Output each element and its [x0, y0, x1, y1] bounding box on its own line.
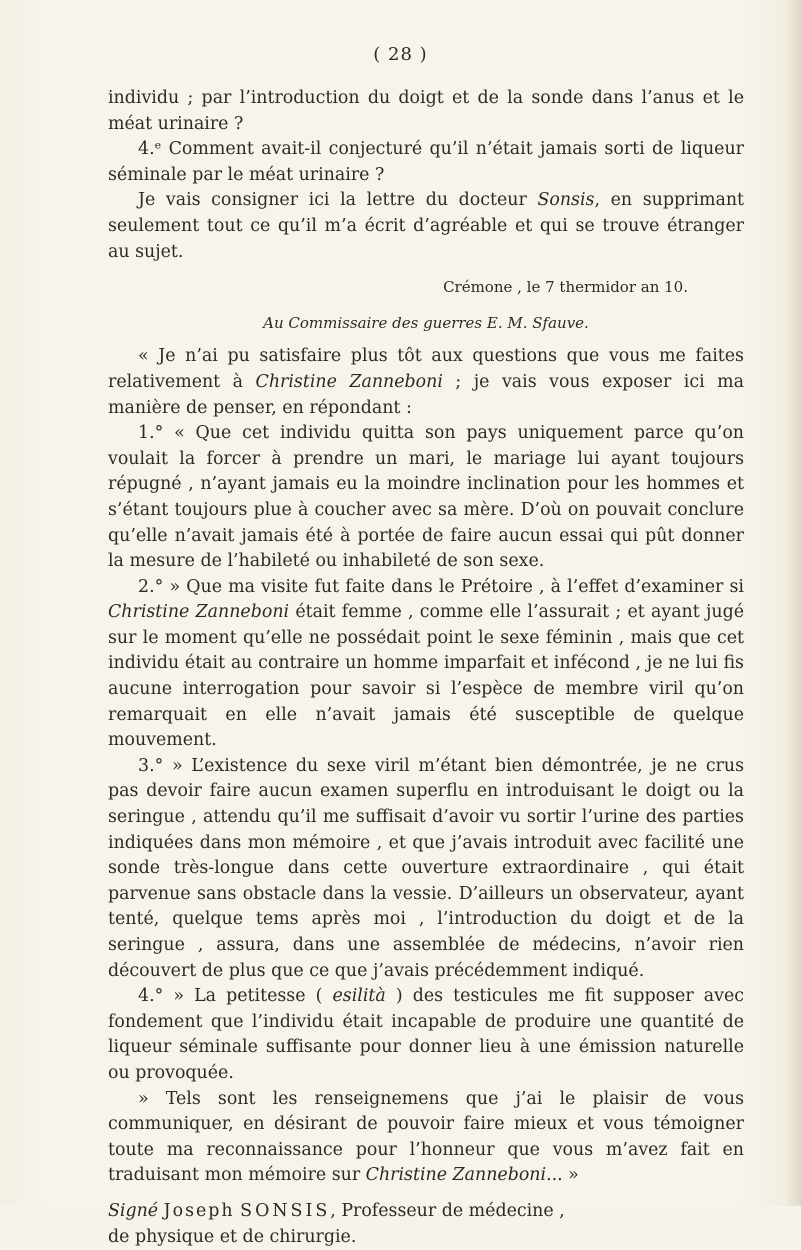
- point-2-text-end: était femme , comme elle l’assurait ; et ayant jugé sur le moment qu’elle ne possédait point le sexe féminin , mais que cet individu était au contraire un homme imparfait et infécond , je ne lui fis aucune interrogation pour savoir si l’espèce de membre viril qu’on remarquait en elle n’avait jamais été susceptible de quelque mouvement.: [108, 602, 744, 751]
- letter-closing: [108, 1087, 744, 1189]
- point-4-text-end: ) des testicules me fit supposer avec fondement que l’individu était incapable de produire une quantité de liqueur séminale suffisante pour donner lieu à une émission naturelle ou provoquée.: [108, 986, 744, 1083]
- closing-name: Christine Zanneboni: [365, 1165, 547, 1186]
- letter-place-date: Crémone , le 7 thermidor an 10.: [443, 278, 688, 297]
- letter-opening: [108, 344, 744, 421]
- letter-point-2: [108, 575, 744, 754]
- letter-point-3: 3.° » L’existence du sexe viril m’étant bien démontrée, je ne crus pas devoir faire aucun examen superflu en introduisant le doigt ou la seringue , attendu qu’il me suffisait d’avoir vu sortir l’urine des parties indiquées dans mon mémoire , et que j’avais introduit avec facilité une sonde très-longue dans cette ouverture extraordinaire , qui était parvenue sans obstacle dans la vessie. D’ailleurs un observateur, ayant tenté, quelque tems après moi , l’introduction du doigt et de la seringue , assura, dans une assemblée de médecins, n’avoir rien découvert de plus que ce que j’avais précédemment indiqué.: [108, 755, 744, 981]
- point-4-term: esilità: [332, 986, 386, 1007]
- opening-name: Christine Zanneboni: [255, 371, 443, 392]
- signature-first-name: Joseph: [163, 1200, 235, 1221]
- question-4: 4.ᵉ Comment avait-il conjecturé qu’il n’était jamais sorti de liqueur séminale par le méat urinaire ?: [108, 139, 744, 185]
- intro-line: individu ; par l’introduction du doigt et de la sonde dans l’anus et le méat urinaire ?: [108, 88, 744, 134]
- note-name: Sonsis: [537, 190, 595, 211]
- signature-surname: SONSIS: [240, 1200, 331, 1221]
- editor-note: [108, 188, 744, 265]
- note-rest: , en supprimant seulement tout ce qu’il m’a écrit d’agréable et qui se trouve étranger au sujet.: [108, 190, 745, 262]
- note-text: Je vais consigner ici la lettre du docteur: [138, 190, 538, 211]
- signature-title-2: de physique et de chirurgie.: [108, 1226, 357, 1247]
- closing-text-end: ... »: [546, 1165, 579, 1186]
- point-4-text: 4.° » La petitesse (: [138, 986, 333, 1007]
- point-2-name: Christine Zanneboni: [108, 602, 290, 623]
- letter-point-1: 1.° « Que cet individu quitta son pays uniquement parce qu’on voulait la forcer à prendre un mari, le mariage lui ayant toujours répugné , n’ayant jamais eu la moindre inclination pour les hommes et s’étant toujours plue à coucher avec sa mère. D’où on pouvait conclure qu’elle n’avait jamais été à portée de faire aucun essai qui pût donner la mesure de l’habileté ou inhabileté de son sexe.: [108, 423, 744, 572]
- signed-label: Signé: [108, 1200, 159, 1221]
- page-number: ( 28 ): [373, 44, 428, 65]
- letter-point-4: [108, 984, 744, 1086]
- opening-text: « Je n’ai pu satisfaire plus tôt aux questions que vous me faites relativement à: [108, 346, 744, 392]
- closing-text: » Tels sont les renseignemens que j’ai le plaisir de vous communiquer, en désirant de pouvoir faire mieux et vous témoigner toute ma reconnaissance pour l’honneur que vous m’avez fait en traduisant mon mémoire sur: [108, 1088, 744, 1186]
- page-edge-shadow: [785, 0, 801, 1206]
- signature-title-1: , Professeur de médecine ,: [330, 1200, 565, 1221]
- signature-line: [108, 1199, 744, 1225]
- body-text: [108, 86, 744, 1250]
- letter-address: Au Commissaire des guerres E. M. Sfauve.: [263, 313, 589, 332]
- opening-text-end: ; je vais vous exposer ici ma manière de penser, en répondant :: [108, 371, 744, 418]
- point-2-text: 2.° » Que ma visite fut faite dans le Prétoire , à l’effet d’examiner si: [138, 576, 744, 597]
